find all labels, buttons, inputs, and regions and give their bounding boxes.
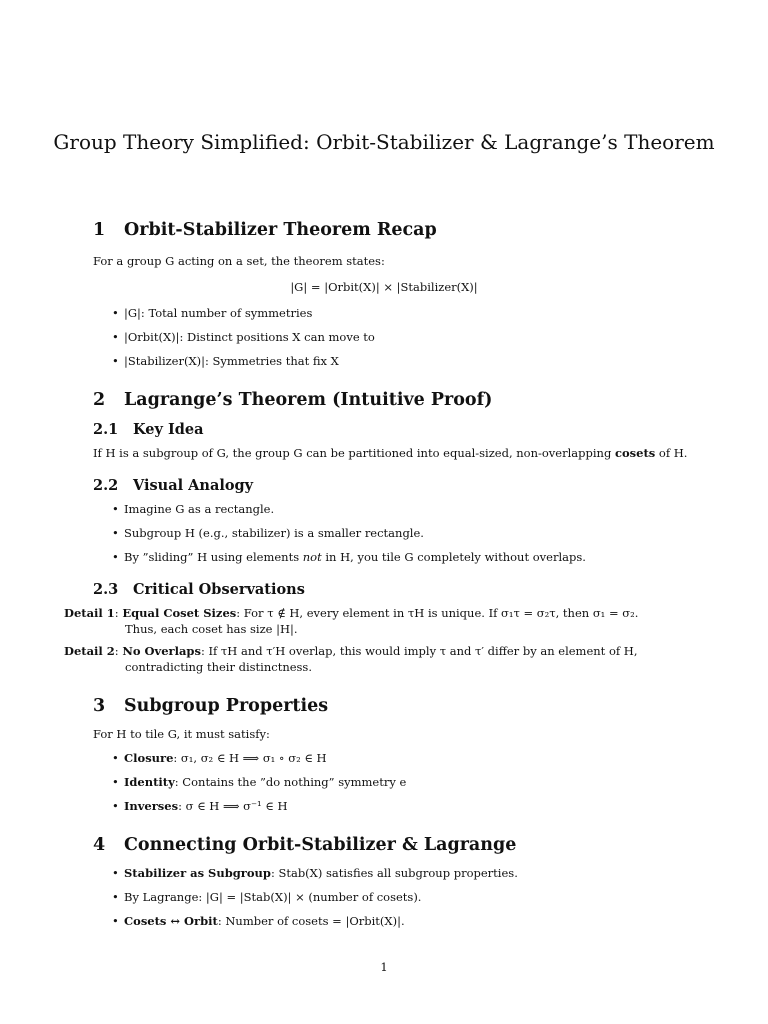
list-item: • |G|: Total number of symmetries [112, 306, 313, 320]
list-item: • |Orbit(X)|: Distinct positions X can move to [112, 330, 375, 344]
orbit-stabilizer-formula: |G| = |Orbit(X)| × |Stabilizer(X)| [290, 280, 478, 294]
s1-intro: For a group G acting on a set, the theorem states: [93, 254, 385, 268]
section-title: Subgroup Properties [124, 696, 329, 716]
list-item: • By Lagrange: |G| = |Stab(X)| × (number of cosets). [112, 890, 422, 904]
section-title: Connecting Orbit-Stabilizer & Lagrange [124, 835, 517, 855]
section-title: Orbit-Stabilizer Theorem Recap [124, 220, 437, 240]
list-item: • Stabilizer as Subgroup: Stab(X) satisfies all subgroup properties. [112, 866, 518, 880]
list-item: • Cosets ↔ Orbit: Number of cosets = |Orbit(X)|. [112, 914, 405, 928]
s3-intro: For H to tile G, it must satisfy: [93, 727, 270, 741]
section-number: 3 [93, 696, 106, 716]
section-1-heading [93, 220, 437, 240]
list-item: • Imagine G as a rectangle. [112, 502, 275, 516]
list-item: • Closure: σ₁, σ₂ ∈ H ⟹ σ₁ ∘ σ₂ ∈ H [112, 751, 327, 765]
section-4-heading [93, 835, 516, 855]
detail-2: Detail 2: No Overlaps: If τH and τ′H overlap, this would imply τ and τ′ differ by an element of H, contradicting their distinctness. [64, 644, 638, 674]
section-title: Lagrange’s Theorem (Intuitive Proof) [124, 390, 493, 410]
list-item: • |Stabilizer(X)|: Symmetries that fix X [112, 354, 339, 368]
document-title: Group Theory Simplified: Orbit-Stabilizer & Lagrange’s Theorem [53, 130, 715, 154]
section-number: 1 [93, 220, 106, 240]
page-number: 1 [380, 960, 388, 974]
subsection-2-2-heading: 2.2 Visual Analogy [93, 477, 254, 494]
section-3-heading [93, 696, 328, 716]
list-item: • Subgroup H (e.g., stabilizer) is a smaller rectangle. [112, 526, 424, 540]
subsection-2-1-heading: 2.1 Key Idea [93, 421, 204, 438]
list-item: • Identity: Contains the ”do nothing” symmetry e [112, 775, 407, 789]
s21-paragraph: If H is a subgroup of G, the group G can be partitioned into equal-sized, non-overlapping cosets of H. [93, 446, 688, 460]
section-number: 4 [93, 835, 106, 855]
section-number: 2 [93, 390, 106, 410]
list-item: • By ”sliding” H using elements not in H, you tile G completely without overlaps. [112, 550, 586, 564]
list-item: • Inverses: σ ∈ H ⟹ σ⁻¹ ∈ H [112, 799, 288, 813]
section-2-heading [93, 390, 492, 410]
detail-1: Detail 1: Equal Coset Sizes: For τ ∉ H, every element in τH is unique. If σ₁τ = σ₂τ, then σ₁ = σ₂. Thus, each coset has size |H|. [64, 606, 639, 636]
subsection-2-3-heading: 2.3 Critical Observations [93, 581, 305, 598]
